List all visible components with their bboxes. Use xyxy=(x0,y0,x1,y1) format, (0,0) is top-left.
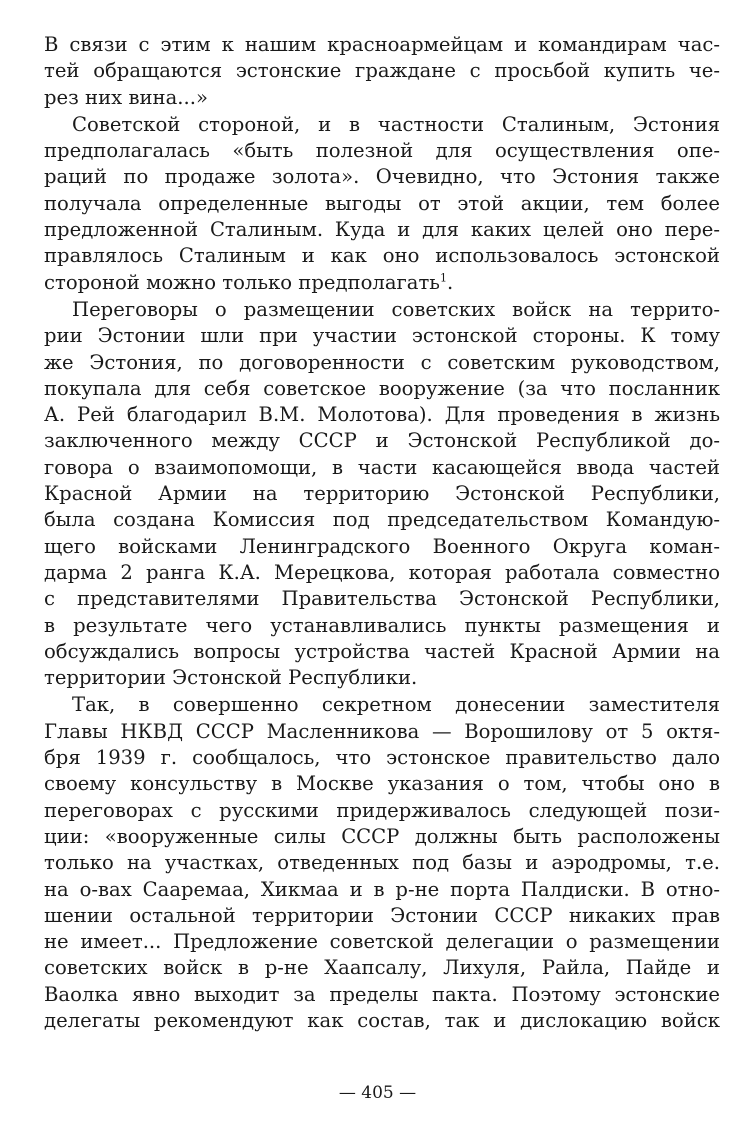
text-line: делегаты рекомендуют как состав, так и дислокацию войск xyxy=(44,1008,720,1032)
page-body xyxy=(44,32,720,1034)
text-line: территории Эстонской Республики. xyxy=(44,666,418,690)
paragraph-2 xyxy=(44,112,720,296)
text-line: Красной Армии на территорию Эстонской Республики, xyxy=(44,482,720,506)
text-line: В связи с этим к нашим красноармейцам и командирам час- xyxy=(44,33,720,56)
text-line: обсуждались вопросы устройства частей Красной Армии на xyxy=(44,639,720,663)
text-line: Переговоры о размещении советских войск на террито- xyxy=(72,297,720,321)
text-line: переговорах с русскими придерживалось следующей пози- xyxy=(44,798,720,822)
paragraph-1 xyxy=(44,32,720,111)
text-line: Так, в совершенно секретном донесении заместителя xyxy=(72,693,720,717)
text-line: дарма 2 ранга К.А. Мерецкова, которая работала совместно xyxy=(44,560,720,584)
text-line: предложенной Сталиным. Куда и для каких целей оно пере- xyxy=(44,218,720,242)
text-line: не имеет... Предложение советской делегации о размещении xyxy=(44,930,720,954)
text-segment: . xyxy=(446,270,454,294)
text-line: щего войсками Ленинградского Военного Округа коман- xyxy=(44,534,720,558)
paragraph-4 xyxy=(44,692,720,1034)
text-line: с представителями Правительства Эстонской Республики, xyxy=(44,587,720,611)
text-line: правлялось Сталиным и как оно использовалось эстонской xyxy=(44,244,720,268)
text-line: заключенного между СССР и Эстонской Республикой до- xyxy=(44,429,720,453)
text-line: говора о взаимопомощи, в части касающейся ввода частей xyxy=(44,455,720,479)
text-line: Главы НКВД СССР Масленникова — Ворошилову от 5 октя- xyxy=(44,719,720,743)
text-line: рез них вина...» xyxy=(44,85,208,109)
text-line: в результате чего устанавливались пункты размещения и xyxy=(44,613,720,637)
text-line: А. Рей благодарил В.М. Молотова). Для проведения в жизнь xyxy=(44,403,720,427)
paragraph-3 xyxy=(44,297,720,691)
text-line: советских войск в р-не Хаапсалу, Лихуля, Райла, Пайде и xyxy=(44,956,720,980)
text-line: покупала для себя советское вооружение (за что посланник xyxy=(44,376,720,400)
text-line: была создана Комиссия под председательством Командую- xyxy=(44,508,720,532)
text-line: Советской стороной, и в частности Сталиным, Эстония xyxy=(72,112,720,136)
text-line: только на участках, отведенных под базы и аэродромы, т.е. xyxy=(44,851,720,875)
footnote-marker: 1 xyxy=(439,271,447,285)
page-number: — 405 — xyxy=(338,1083,417,1103)
text-line: же Эстония, по договоренности с советским руководством, xyxy=(44,350,720,374)
text-line: своему консульству в Москве указания о том, чтобы оно в xyxy=(44,772,720,796)
text-line: на о-вах Сааремаа, Хикмаа и в р-не порта Палдиски. В отно- xyxy=(44,877,720,901)
text-line: тей обращаются эстонские граждане с просьбой купить че- xyxy=(44,59,720,83)
text-line-with-footnote xyxy=(44,270,720,296)
text-line: раций по продаже золота». Очевидно, что Эстония также xyxy=(44,165,720,189)
text-line: рии Эстонии шли при участии эстонской стороны. К тому xyxy=(44,324,720,348)
text-line: предполагалась «быть полезной для осуществления опе- xyxy=(44,139,720,163)
text-line: шении остальной территории Эстонии СССР никаких прав xyxy=(44,903,720,927)
text-line: бря 1939 г. сообщалось, что эстонское правительство дало xyxy=(44,746,720,770)
text-line: получала определенные выгоды от этой акции, тем более xyxy=(44,191,720,215)
text-line: Ваолка явно выходит за пределы пакта. Поэтому эстонские xyxy=(44,982,720,1006)
text-segment: стороной можно только предполагать xyxy=(44,270,440,294)
text-line: ции: «вооруженные силы СССР должны быть расположены xyxy=(44,824,720,848)
